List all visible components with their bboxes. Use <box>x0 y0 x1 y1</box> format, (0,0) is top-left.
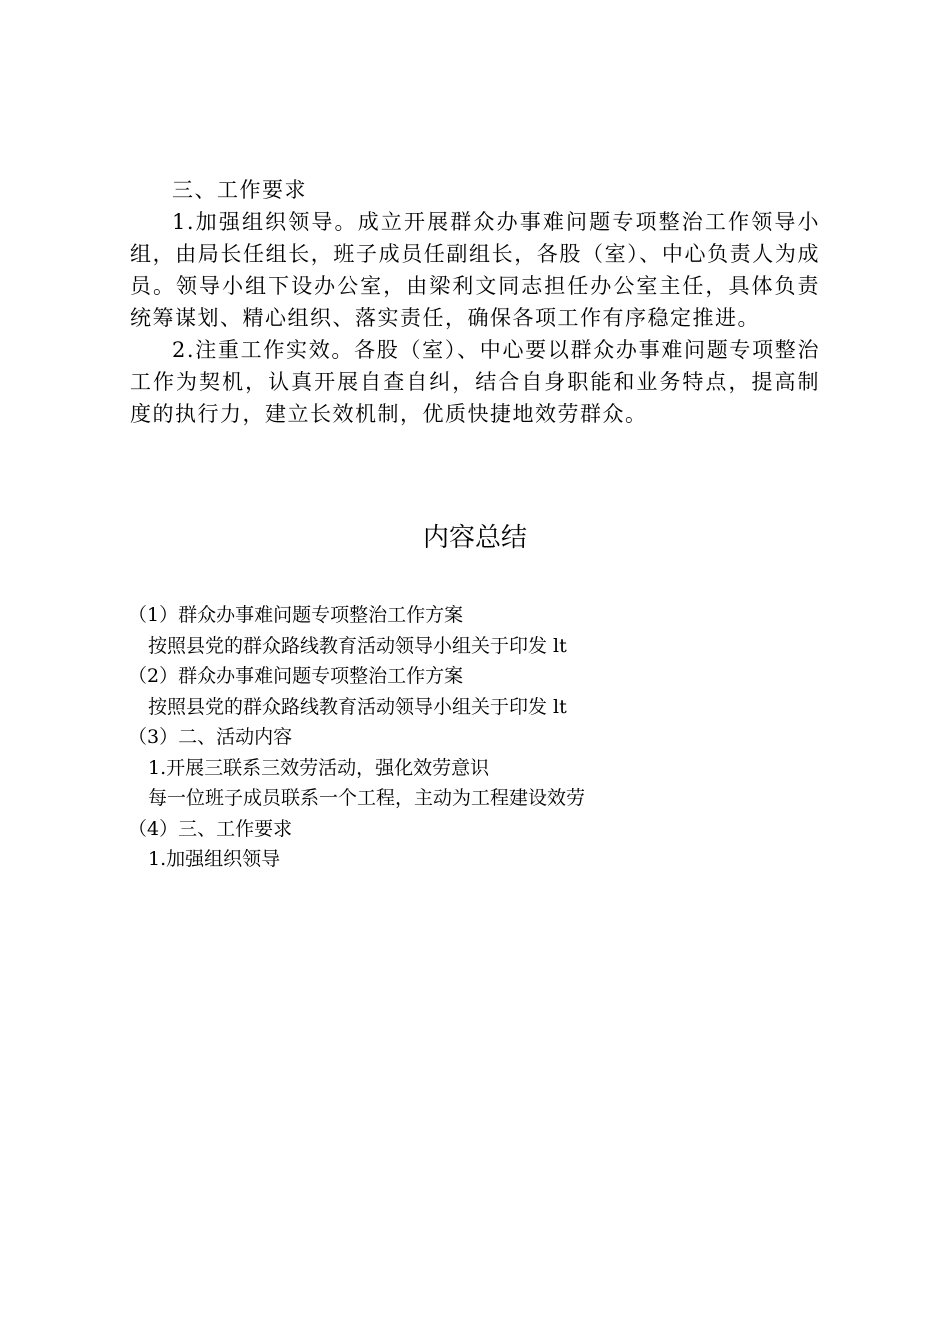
summary-item <box>128 661 848 722</box>
summary-item-line: 每一位班子成员联系一个工程，主动为工程建设效劳 <box>148 787 586 809</box>
summary-title: 内容总结 <box>422 523 527 553</box>
summary-item <box>128 600 848 661</box>
summary-list <box>128 600 848 875</box>
summary-item <box>128 722 848 814</box>
summary-item-line: 按照县党的群众路线教育活动领导小组关于印发 lt <box>148 634 567 657</box>
summary-item <box>128 814 848 875</box>
summary-item-line: 1.加强组织领导 <box>148 848 281 870</box>
summary-item-heading: （4）三、工作要求 <box>128 817 293 840</box>
summary-item-heading: （2）群众办事难问题专项整治工作方案 <box>128 665 464 687</box>
body-paragraph: 1.加强组织领导。成立开展群众办事难问题专项整治工作领导小组，由局长任组长，班子成员任副组长，各股（室）、中心负责人为成员。领导小组下设办公室，由梁利文同志担任办公室主任，具体负责统筹谋划、精心组织、落实责任，确保各项工作有序稳定推进。 <box>130 210 820 330</box>
summary-item-heading: （3）二、活动内容 <box>128 726 293 748</box>
summary-item-heading: （1）群众办事难问题专项整治工作方案 <box>128 604 464 626</box>
section-heading: 三、工作要求 <box>172 178 307 202</box>
body-text <box>130 174 820 430</box>
body-paragraph: 2.注重工作实效。各股（室）、中心要以群众办事难问题专项整治工作为契机，认真开展自查自纠，结合自身职能和业务特点，提高制度的执行力，建立长效机制，优质快捷地效劳群众。 <box>130 338 820 426</box>
summary-item-line: 按照县党的群众路线教育活动领导小组关于印发 lt <box>148 695 567 718</box>
summary-item-line: 1.开展三联系三效劳活动，强化效劳意识 <box>148 756 490 779</box>
